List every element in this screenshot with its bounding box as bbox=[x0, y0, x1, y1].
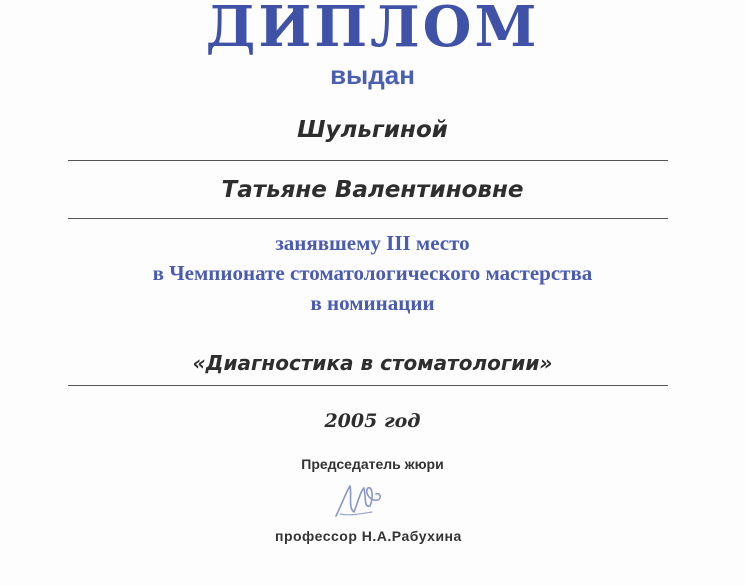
recipient-surname: Шульгиной bbox=[297, 117, 448, 143]
award-year: 2005 год bbox=[324, 410, 421, 432]
jury-chair-name: профессор Н.А.Рабухина bbox=[275, 528, 462, 544]
diploma-title: ДИПЛОМ bbox=[205, 0, 540, 60]
nomination-title: «Диагностика в стоматологии» bbox=[192, 351, 553, 375]
surname-underline bbox=[68, 160, 668, 161]
award-place: занявшему III место bbox=[275, 231, 470, 255]
issued-label: выдан bbox=[330, 60, 415, 90]
recipient-given-names: Татьяне Валентиновне bbox=[221, 177, 524, 203]
jury-chair-label: Председатель жюри bbox=[301, 456, 444, 472]
signature-image bbox=[330, 478, 390, 524]
award-championship: в Чемпионате стоматологического мастерства bbox=[152, 261, 593, 285]
given-names-underline bbox=[68, 218, 668, 219]
nomination-underline bbox=[68, 385, 668, 386]
award-nomination-label: в номинации bbox=[310, 291, 435, 315]
